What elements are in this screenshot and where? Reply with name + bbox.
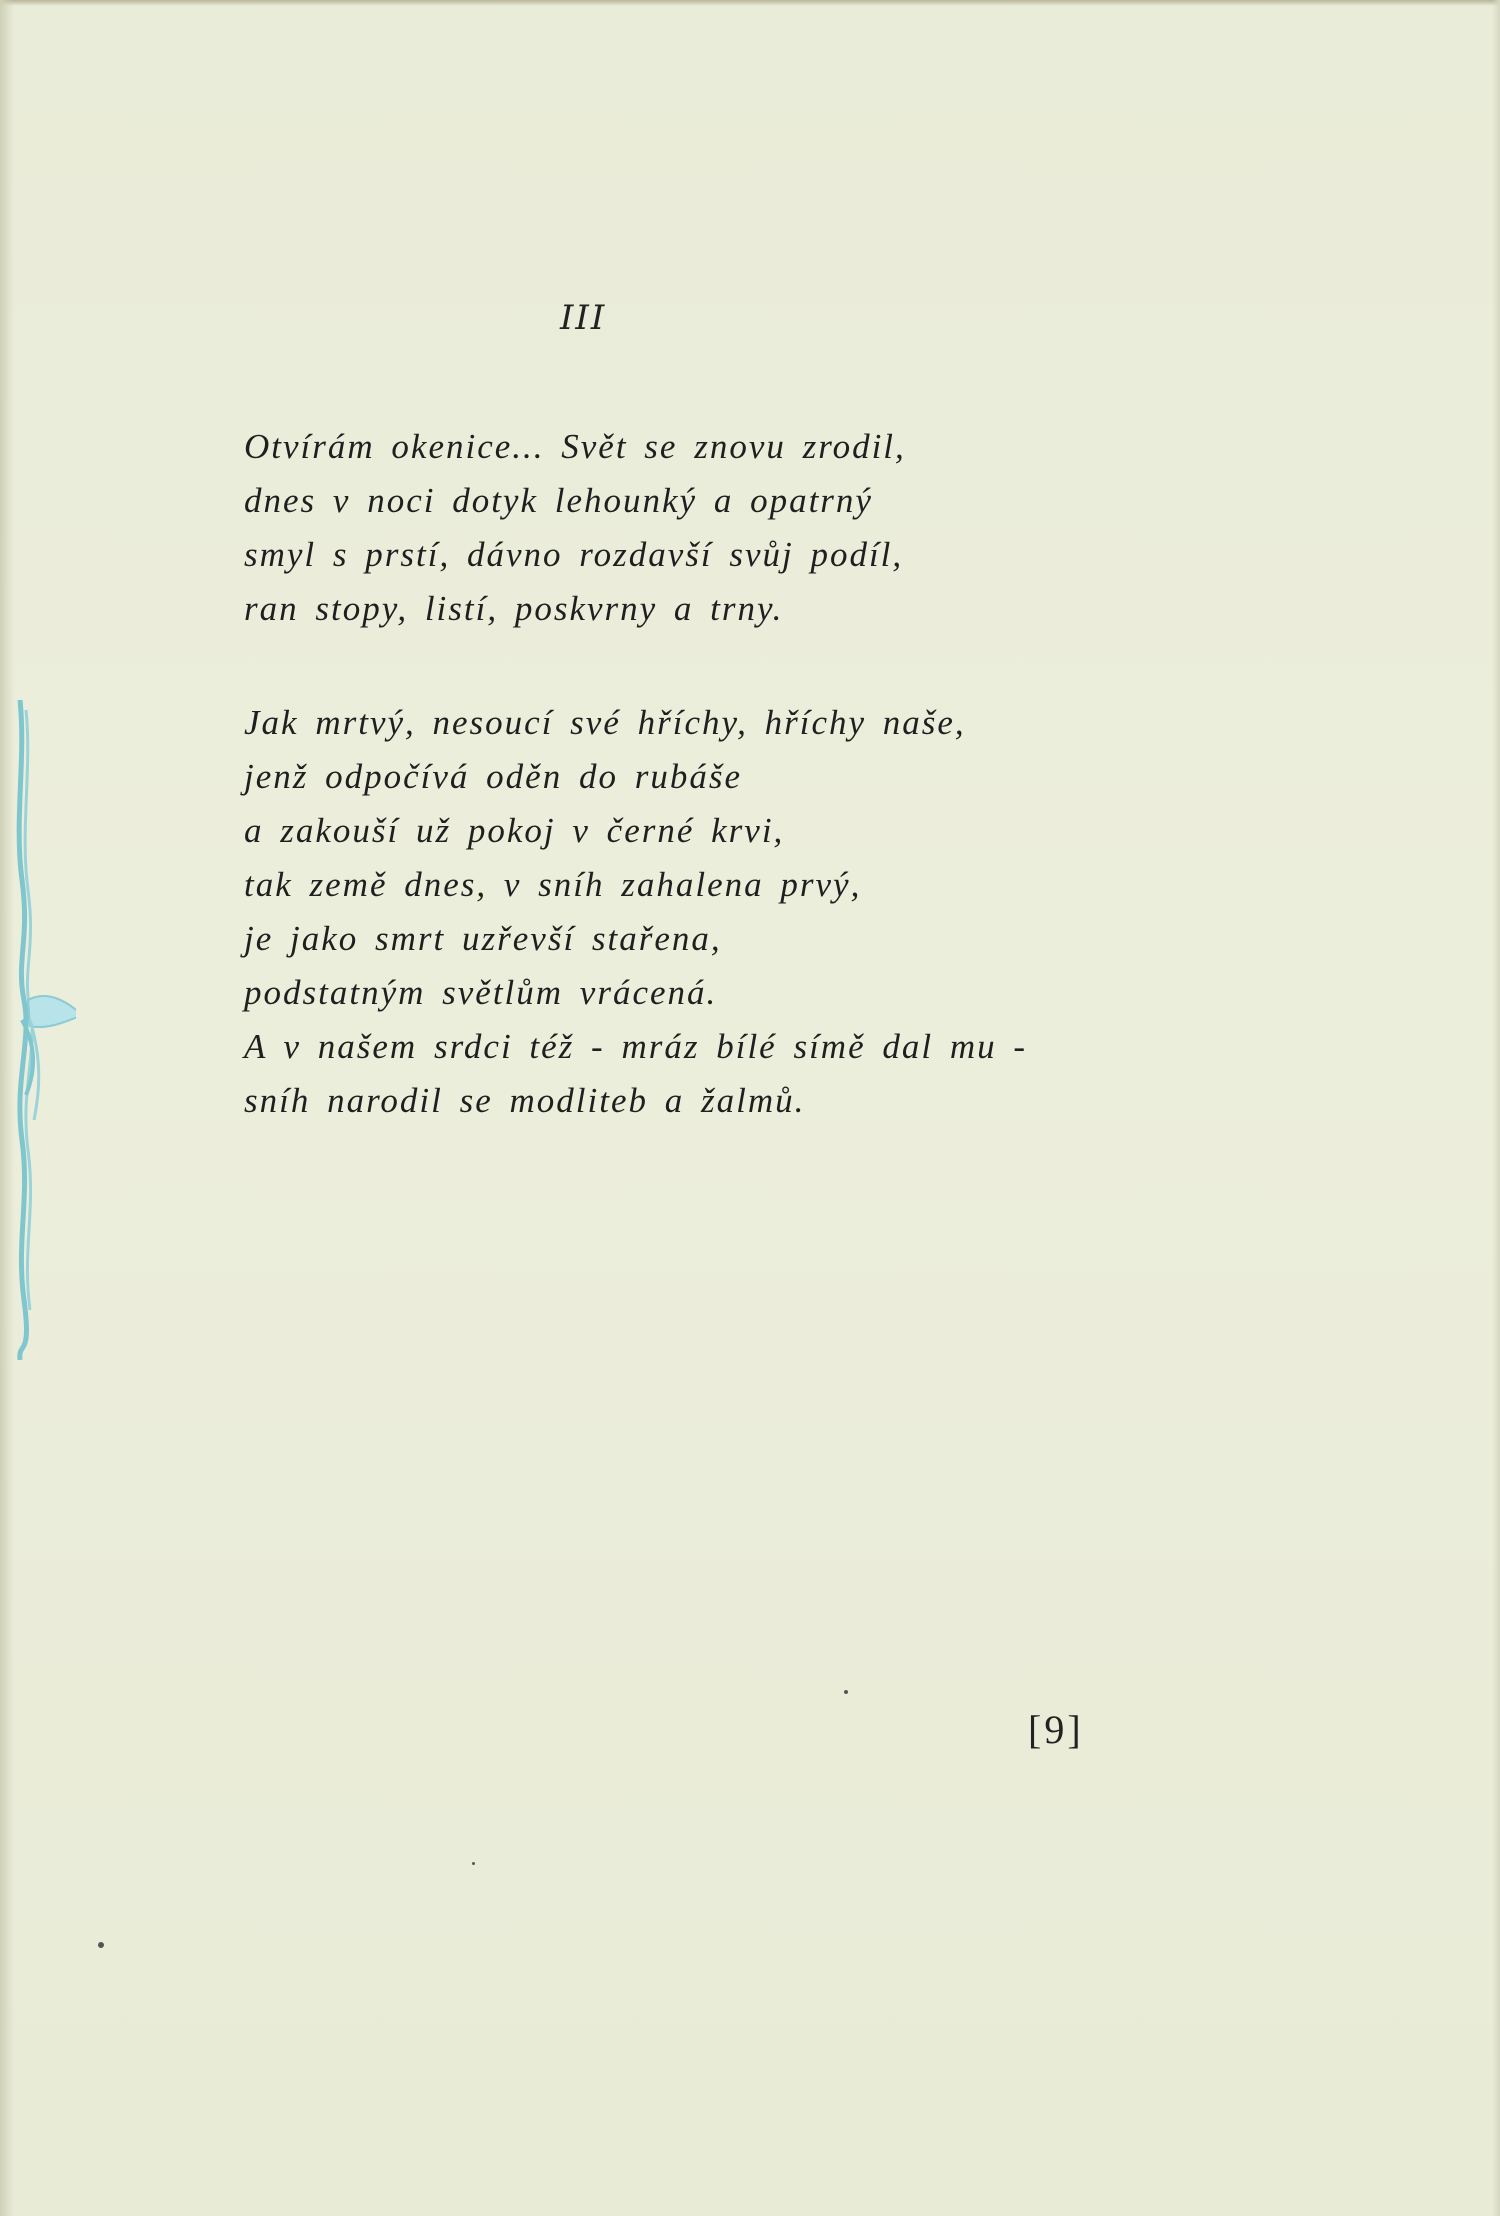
- verse-line: a zakouší už pokoj v černé krvi,: [244, 811, 785, 850]
- page-top-edge: [0, 0, 1500, 6]
- verse-line: tak země dnes, v sníh zahalena prvý,: [244, 865, 862, 904]
- verse-line: dnes v noci dotyk lehounký a opatrný: [244, 481, 873, 520]
- verse-line: je jako smrt uzřevší stařena,: [244, 919, 722, 958]
- verse-line: jenž odpočívá oděn do rubáše: [244, 757, 742, 796]
- binding-thread-icon: [6, 700, 76, 1360]
- paper-speck: [472, 1862, 475, 1865]
- verse-line: A v našem srdci též - mráz bílé símě dal mu -: [244, 1027, 1028, 1066]
- poem: [244, 420, 1244, 1128]
- verse-line: podstatným světlům vrácená.: [244, 973, 718, 1012]
- paper-speck: [844, 1690, 848, 1694]
- page-right-edge: [1492, 0, 1500, 2216]
- verse-line: smyl s prstí, dávno rozdavší svůj podíl,: [244, 535, 904, 574]
- verse-line: Otvírám okenice... Svět se znovu zrodil,: [244, 427, 906, 466]
- page-number: [9]: [1028, 1707, 1084, 1752]
- paper-speck: [98, 1942, 104, 1948]
- verse-line: sníh narodil se modliteb a žalmů.: [244, 1081, 806, 1120]
- stanza: [244, 696, 1244, 1128]
- section-number: III: [560, 298, 607, 338]
- verse-line: ran stopy, listí, poskvrny a trny.: [244, 589, 784, 628]
- verse-line: Jak mrtvý, nesoucí své hříchy, hříchy naše,: [244, 703, 966, 742]
- stanza: [244, 420, 1244, 636]
